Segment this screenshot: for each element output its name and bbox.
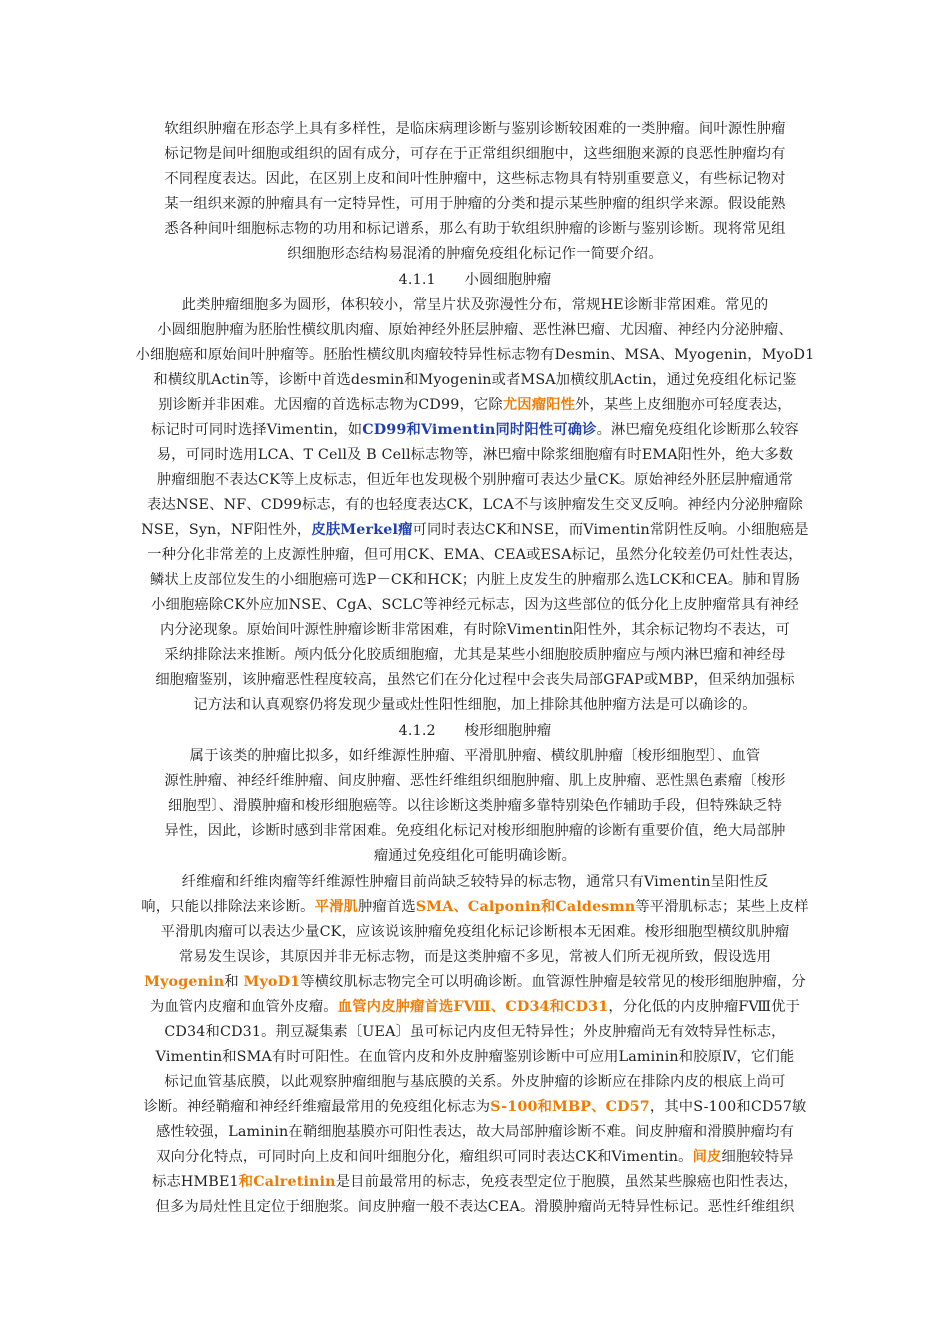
- highlighted-text: 皮肤Merkel瘤: [311, 522, 413, 538]
- text-run: 响，只能以排除法来诊断。: [141, 899, 315, 915]
- text-line: [0, 947, 950, 967]
- text-run: 瘤通过免疫组化可能明确诊断。: [373, 848, 577, 864]
- text-line: [0, 495, 950, 515]
- text-line: [0, 796, 950, 816]
- text-line: [0, 119, 950, 139]
- text-run: 异性，因此，诊断时感到非常困难。免疫组化标记对梭形细胞肿瘤的诊断有重要价值，绝大局部肿: [164, 823, 786, 839]
- text-line: [0, 219, 950, 239]
- text-line: [0, 295, 950, 315]
- text-line: [0, 771, 950, 791]
- text-line: [0, 595, 950, 615]
- text-line: [0, 972, 950, 992]
- text-run: 双向分化特点，可同时向上皮和间叶细胞分化，瘤组织可同时表达CK和Vimentin。: [156, 1149, 693, 1165]
- text-run: 采纳排除法来推断。颅内低分化胶质细胞瘤，尤其是某些小细胞胶质肿瘤应与颅内淋巴瘤和神经母: [164, 647, 786, 663]
- section-heading: [0, 721, 950, 741]
- text-run: 内分泌现象。原始间叶源性肿瘤诊断非常困难，有时除Vimentin阳性外，其余标记物均不表达，可: [159, 622, 791, 638]
- text-line: [0, 244, 950, 264]
- text-run: 是目前最常用的标志，免疫表型定位于胞膜，虽然某些腺癌也阳性表达，: [335, 1174, 798, 1190]
- text-run: 标记物是间叶细胞或组织的固有成分，可存在于正常组织细胞中，这些细胞来源的良恶性肿瘤均有: [164, 146, 786, 162]
- text-run: 小圆细胞肿瘤为胚胎性横纹肌肉瘤、原始神经外胚层肿瘤、恶性淋巴瘤、尤因瘤、神经内分泌肿瘤、: [157, 322, 793, 338]
- text-line: [0, 997, 950, 1017]
- text-line: [0, 445, 950, 465]
- text-run: 4.1.2 梭形细胞肿瘤: [398, 723, 552, 739]
- text-run: 记方法和认真观察仍将发现少量或灶性阳性细胞，加上排除其他肿瘤方法是可以确诊的。: [193, 697, 757, 713]
- text-line: [0, 345, 950, 365]
- text-run: 不同程度表达。因此，在区别上皮和间叶性肿瘤中，这些标志物具有特别重要意义，有些标记物对: [164, 171, 786, 187]
- text-line: [0, 1047, 950, 1067]
- text-run: ，其中S-100和CD57敏: [649, 1099, 807, 1115]
- text-run: 标志HMBE1: [152, 1174, 239, 1190]
- text-line: [0, 420, 950, 440]
- text-run: 肿瘤首选: [357, 899, 416, 915]
- text-run: 诊断。神经鞘瘤和神经纤维瘤最常用的免疫组化标志为: [143, 1099, 491, 1115]
- text-line: [0, 846, 950, 866]
- text-line: [0, 1097, 950, 1117]
- text-line: [0, 1072, 950, 1092]
- text-run: 细胞型〕、滑膜肿瘤和梭形细胞癌等。以往诊断这类肿瘤多靠特别染色作辅助手段，但特殊缺乏特: [167, 798, 783, 814]
- text-run: 为血管内皮瘤和血管外皮瘤。: [149, 999, 338, 1015]
- text-run: NSE，Syn，NF阳性外，: [141, 522, 312, 538]
- text-line: [0, 370, 950, 390]
- text-line: [0, 520, 950, 540]
- text-run: 平滑肌肉瘤可以表达少量CK，应该说该肿瘤免疫组化标记诊断根本无困难。梭形细胞型横纹肌肿瘤: [160, 924, 790, 940]
- text-line: [0, 545, 950, 565]
- text-line: [0, 1197, 950, 1217]
- text-line: [0, 1147, 950, 1167]
- highlighted-text: 尤因瘤阳性: [502, 397, 576, 413]
- text-line: [0, 695, 950, 715]
- text-run: 感性较强，Laminin在鞘细胞基膜亦可阳性表达，故大局部肿瘤诊断不难。间皮肿瘤和滑膜肿瘤均有: [155, 1124, 795, 1140]
- text-run: ，分化低的内皮肿瘤FⅧ优于: [608, 999, 801, 1015]
- text-line: [0, 645, 950, 665]
- highlighted-text: 血管内皮肿瘤首选FⅧ、CD34和CD31: [337, 999, 609, 1015]
- highlighted-text: Myogenin: [144, 974, 225, 990]
- text-run: 软组织肿瘤在形态学上具有多样性，是临床病理诊断与鉴别诊断较困难的一类肿瘤。间叶源性肿瘤: [164, 121, 786, 137]
- text-run: 鳞状上皮部位发生的小细胞癌可选P－CK和HCK；内脏上皮发生的肿瘤那么选LCK和CEA。肺和胃肠: [149, 572, 801, 588]
- text-run: 纤维瘤和纤维肉瘤等纤维源性肿瘤目前尚缺乏较特异的标志物，通常只有Vimentin呈阳性反: [181, 874, 769, 890]
- text-run: 此类肿瘤细胞多为圆形，体积较小，常呈片状及弥漫性分布，常规HE诊断非常困难。常见的: [181, 297, 769, 313]
- text-run: 外，某些上皮细胞亦可轻度表达，: [575, 397, 792, 413]
- highlighted-text: 和Calretinin: [238, 1174, 336, 1190]
- text-run: 属于该类的肿瘤比拟多，如纤维源性肿瘤、平滑肌肿瘤、横纹肌肿瘤〔梭形细胞型〕、血管: [189, 748, 761, 764]
- text-run: 别诊断并非困难。尤因瘤的首选标志物为CD99，它除: [158, 397, 503, 413]
- text-run: 等横纹肌标志物完全可以明确诊断。血管源性肿瘤是较常见的梭形细胞肿瘤，分: [300, 974, 806, 990]
- text-run: 细胞瘤鉴别，该肿瘤恶性程度较高，虽然它们在分化过程中会丧失局部GFAP或MBP，但采纳加强标: [155, 672, 795, 688]
- text-run: 源性肿瘤、神经纤维肿瘤、间皮肿瘤、恶性纤维组织细胞肿瘤、肌上皮肿瘤、恶性黑色素瘤〔梭形: [164, 773, 786, 789]
- text-run: 细胞较特异: [721, 1149, 794, 1165]
- text-run: Vimentin和SMA有时可阳性。在血管内皮和外皮肿瘤鉴别诊断中可应用Laminin和胶原Ⅳ，它们能: [155, 1049, 795, 1065]
- text-run: 悉各种间叶细胞标志物的功用和标记谱系，那么有助于软组织肿瘤的诊断与鉴别诊断。现将常见组: [164, 221, 786, 237]
- text-line: [0, 395, 950, 415]
- section-heading: [0, 270, 950, 290]
- text-line: [0, 1022, 950, 1042]
- text-run: 小细胞癌除CK外应加NSE、CgA、SCLC等神经元标志，因为这些部位的低分化上皮肿瘤常具有神经: [151, 597, 799, 613]
- highlighted-text: 平滑肌: [314, 899, 358, 915]
- text-line: [0, 169, 950, 189]
- text-run: 但多为局灶性且定位于细胞浆。间皮肿瘤一般不表达CEA。滑膜肿瘤尚无特异性标记。恶性纤维组织: [155, 1199, 795, 1215]
- text-run: CD34和CD31。荆豆凝集素〔UEA〕虽可标记内皮但无特异性；外皮肿瘤尚无有效特异性标志，: [164, 1024, 786, 1040]
- highlighted-text: S-100和MBP、CD57: [490, 1099, 650, 1115]
- text-run: 表达NSE、NF、CD99标志，有的也轻度表达CK，LCA不与该肿瘤发生交叉反响。神经内分泌肿瘤除: [147, 497, 803, 513]
- highlighted-text: SMA、Calponin和Caldesmn: [415, 899, 636, 915]
- text-run: 标记血管基底膜，以此观察肿瘤细胞与基底膜的关系。外皮肿瘤的诊断应在排除内皮的根底上尚可: [164, 1074, 786, 1090]
- text-line: [0, 872, 950, 892]
- text-line: [0, 144, 950, 164]
- text-run: 和横纹肌Actin等，诊断中首选desmin和Myogenin或者MSA加横纹肌Actin，通过免疫组化标记鉴: [153, 372, 797, 388]
- highlighted-text: CD99和Vimentin同时阳性可确诊: [362, 422, 597, 438]
- text-line: [0, 194, 950, 214]
- text-run: 4.1.1 小圆细胞肿瘤: [398, 272, 552, 288]
- text-line: [0, 670, 950, 690]
- text-line: [0, 1172, 950, 1192]
- text-run: 肿瘤细胞不表达CK等上皮标志，但近年也发现极个别肿瘤可表达少量CK。原始神经外胚层肿瘤通常: [156, 472, 794, 488]
- text-run: 。淋巴瘤免疫组化诊断那么较容: [596, 422, 799, 438]
- text-line: [0, 821, 950, 841]
- text-run: 等平滑肌标志；某些上皮样: [635, 899, 809, 915]
- text-run: 标记时可同时选择Vimentin，如: [151, 422, 363, 438]
- text-run: 一种分化非常差的上皮源性肿瘤，但可用CK、EMA、CEA或ESA标记，虽然分化较差仍可灶性表达，: [147, 547, 803, 563]
- text-line: [0, 320, 950, 340]
- text-run: 可同时表达CK和NSE，而Vimentin常阴性反响。小细胞癌是: [412, 522, 809, 538]
- text-run: 织细胞形态结构易混淆的肿瘤免疫组化标记作一简要介绍。: [287, 246, 663, 262]
- highlighted-text: MyoD1: [243, 974, 301, 990]
- highlighted-text: 间皮: [692, 1149, 722, 1165]
- text-run: 易，可同时选用LCA、T Cell及 B Cell标志物等，淋巴瘤中除浆细胞瘤有时EMA阳性外，绝大多数: [156, 447, 794, 463]
- text-line: [0, 922, 950, 942]
- text-line: [0, 746, 950, 766]
- text-run: 某一组织来源的肿瘤具有一定特异性，可用于肿瘤的分类和提示某些肿瘤的组织学来源。假设能熟: [164, 196, 786, 212]
- text-line: [0, 897, 950, 917]
- text-run: 小细胞癌和原始间叶肿瘤等。胚胎性横纹肌肉瘤较特异性标志物有Desmin、MSA、Myogenin，MyoD1: [135, 347, 815, 363]
- text-line: [0, 570, 950, 590]
- text-run: 和: [224, 974, 244, 990]
- text-run: 常易发生误诊，其原因并非无标志物，而是这类肿瘤不多见，常被人们所无视所致，假设选用: [178, 949, 772, 965]
- text-line: [0, 470, 950, 490]
- text-line: [0, 620, 950, 640]
- text-line: [0, 1122, 950, 1142]
